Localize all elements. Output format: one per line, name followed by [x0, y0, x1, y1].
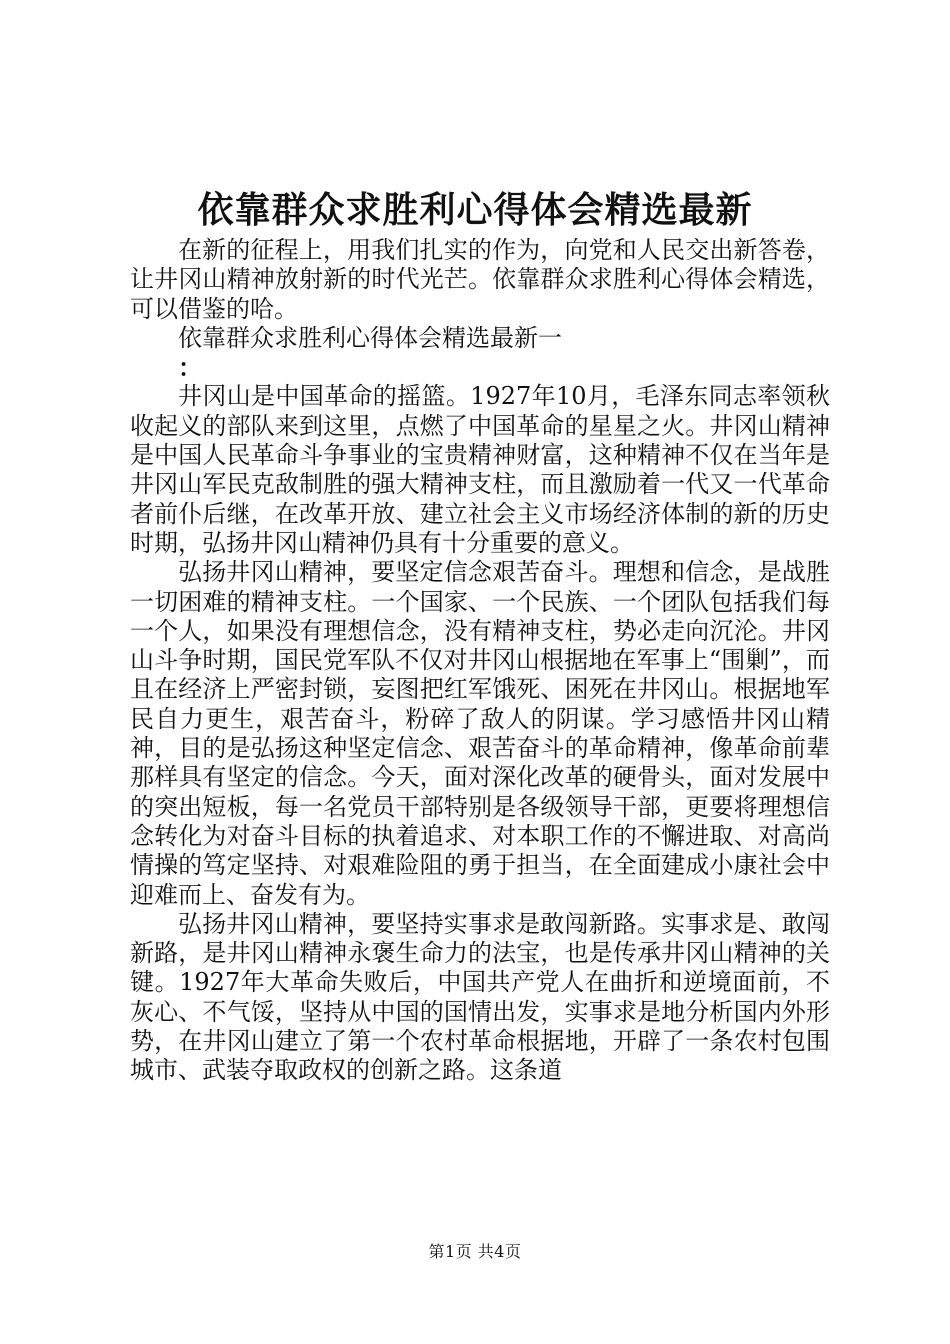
body-paragraph: 弘扬井冈山精神，要坚持实事求是敢闯新路。实事求是、敢闯新路，是井冈山精神永褒生命力的法宝，也是传承井冈山精神的关键。1927年大革命失败后，中国共产党人在曲折和逆境面前，不灰心、不气馁，坚持从中国的国情出发，实事求是地分析国内外形势，在井冈山建立了第一个农村革命根据地，开辟了一条农村包围城市、武装夺取政权的创新之路。这条道: [130, 909, 830, 1085]
body-paragraph: 弘扬井冈山精神，要坚定信念艰苦奋斗。理想和信念，是战胜一切困难的精神支柱。一个国家、一个民族、一个团队包括我们每一个人，如果没有理想信念，没有精神支柱，势必走向沉沦。井冈山斗争时期，国民党军队不仅对井冈山根据地在军事上“围剿”，而且在经济上严密封锁，妄图把红军饿死、困死在井冈山。根据地军民自力更生，艰苦奋斗，粉碎了敌人的阴谋。学习感悟井冈山精神，目的是弘扬这种坚定信念、艰苦奋斗的革命精神，像革命前辈那样具有坚定的信念。今天，面对深化改革的硬骨头，面对发展中的突出短板，每一名党员干部特别是各级领导干部，更要将理想信念转化为对奋斗目标的执着追求、对本职工作的不懈进取、对高尚情操的笃定坚持、对艰难险阻的勇于担当，在全面建成小康社会中迎难而上、奋发有为。: [130, 558, 830, 909]
section-heading: 依靠群众求胜利心得体会精选最新一: [178, 323, 562, 352]
body-paragraph: 井冈山是中国革命的摇篮。1927年10月，毛泽东同志率领秋收起义的部队来到这里，点燃了中国革命的星星之火。井冈山精神是中国人民革命斗争事业的宝贵精神财富，这种精神不仅在当年是井冈山军民克敌制胜的强大精神支柱，而且激励着一代又一代革命者前仆后继，在改革开放、建立社会主义市场经济体制的新的历史时期，弘扬井冈山精神仍具有十分重要的意义。: [130, 382, 830, 557]
section-colon: ：: [178, 353, 202, 383]
document-body: [130, 236, 830, 1086]
page-footer: 第1页 共4页: [428, 1242, 522, 1261]
document-title: 依靠群众求胜利心得体会精选最新: [197, 189, 753, 231]
intro-paragraph: 在新的征程上，用我们扎实的作为，向党和人民交出新答卷，让井冈山精神放射新的时代光芒。依靠群众求胜利心得体会精选，可以借鉴的哈。: [130, 236, 830, 323]
